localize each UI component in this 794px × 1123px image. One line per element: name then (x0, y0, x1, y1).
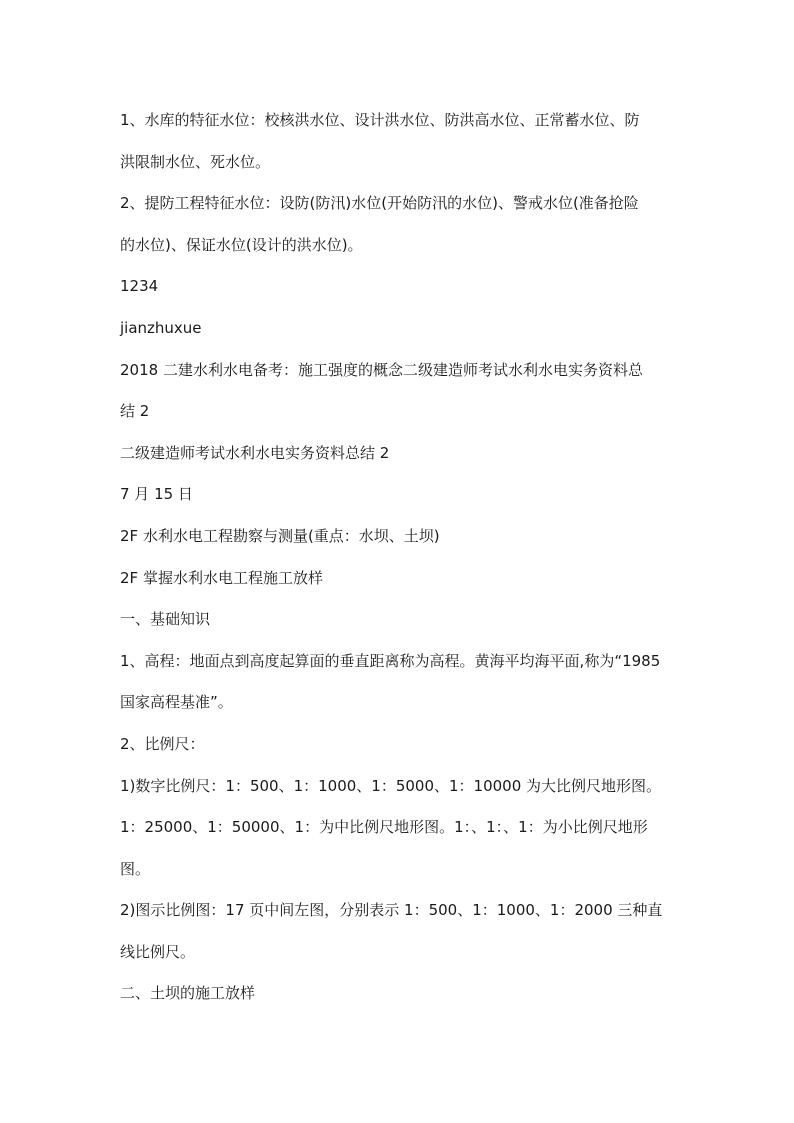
text-line: 1：25000、1：50000、1：为中比例尺地形图。1：、1：、1：为小比例尺地形 (120, 818, 648, 837)
text-line: 1、水库的特征水位：校核洪水位、设计洪水位、防洪高水位、正常蓄水位、防 (120, 111, 640, 129)
section-heading: 一、基础知识 (120, 610, 211, 629)
text-line: 1234 (120, 277, 159, 296)
text-line: 2、比例尺： (120, 734, 205, 753)
text-line: 图。 (120, 859, 151, 878)
text-line: 结 2 (120, 402, 150, 421)
text-line: 的水位)、保证水位(设计的洪水位)。 (120, 235, 363, 254)
text-line: 线比例尺。 (120, 942, 196, 961)
text-line: 1)数字比例尺：1：500、1：1000、1：5000、1：10000 为大比例尺地形图。 (120, 776, 662, 795)
text-line: 洪限制水位、死水位。 (120, 152, 271, 171)
text-line: 2F 水利水电工程勘察与测量(重点：水坝、土坝) (120, 526, 440, 545)
document-body (120, 100, 680, 1015)
text-line: 7 月 15 日 (120, 485, 193, 504)
text-line: 2、提防工程特征水位：设防(防汛)水位(开始防汛的水位)、警戒水位(准备抢险 (120, 194, 639, 213)
section-heading: 二、土坝的施工放样 (120, 984, 256, 1003)
text-line: jianzhuxue (120, 318, 202, 337)
text-line: 2018 二建水利水电备考：施工强度的概念二级建造师考试水利水电实务资料总 (120, 360, 643, 379)
text-line: 2)图示比例图：17 页中间左图，分别表示 1：500、1：1000、1：2000 三种直 (120, 901, 663, 920)
text-line: 1、高程：地面点到高度起算面的垂直距离称为高程。黄海平均海平面,称为“1985 (120, 651, 661, 670)
text-line: 二级建造师考试水利水电实务资料总结 2 (120, 443, 390, 462)
text-line: 国家高程基准”。 (120, 693, 233, 712)
text-line: 2F 掌握水利水电工程施工放样 (120, 568, 323, 587)
